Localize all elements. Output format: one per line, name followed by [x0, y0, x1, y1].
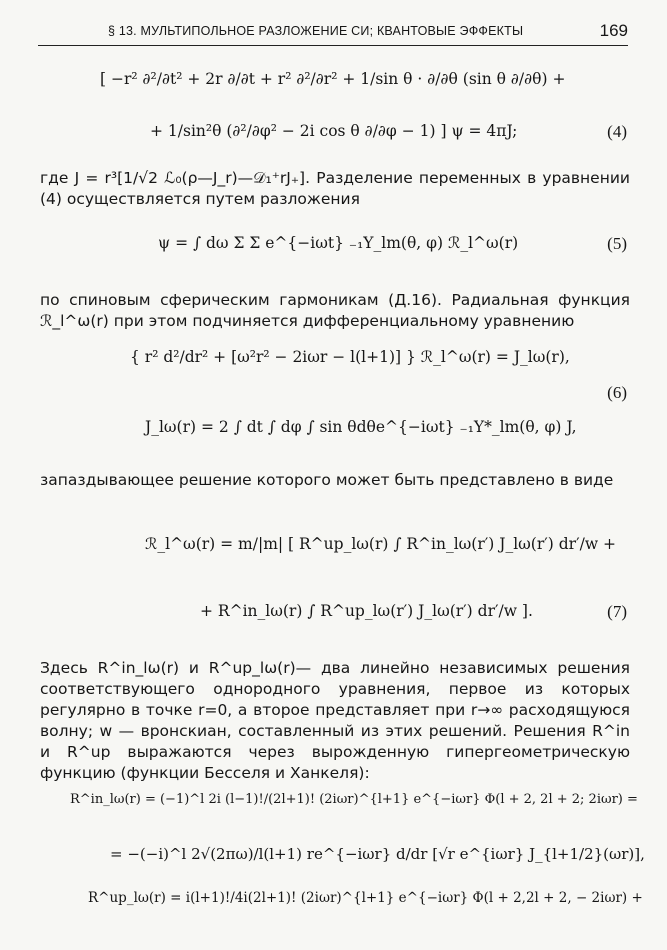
equation-5: ψ = ∫ dω Σ Σ e^{−iωt} ₋₁Y_lm(θ, φ) ℛ_l^ω(r) — [158, 234, 519, 252]
equation-4-line-2: + 1/sin²θ (∂²/∂φ² − 2i cos θ ∂/∂φ − 1) ] ψ = 4πJ; — [150, 122, 518, 140]
page-number: 169 — [599, 21, 628, 40]
equation-6-line-1: { r² d²/dr² + [ω²r² − 2iωr − l(l+1)] } ℛ_l^ω(r) = J_lω(r), — [130, 348, 570, 366]
paragraph-here-solutions: Здесь R^in_lω(r) и R^up_lω(r)— два линейно независимых решения соответствующего однородного уравнения, первое из которых регулярно в точке r=0, а второе представляет при r→∞ расходящуюся волну; w — вронскиан, составленный из этих решений. Решения R^in и R^up выражаются через вырожденную гипергеометрическую функцию (функции Бесселя и Ханкеля): — [40, 659, 630, 782]
paragraph-separation: где J = r³[1/√2 ℒ₀(ρ—J_r)—𝒟₁⁺rJ₊]. Разделение переменных в уравнении (4) осуществляется путем разложения — [40, 169, 630, 208]
equation-rin-line-1: R^in_lω(r) = (−1)^l 2i (l−1)!/(2l+1)! (2iωr)^{l+1} e^{−iωr} Φ(l + 2, 2l + 2; 2iωr) = — [70, 792, 638, 807]
header-rule — [38, 45, 628, 46]
equation-number-4: (4) — [607, 122, 627, 141]
paragraph-retarded-solution: запаздывающее решение которого может быть представлено в виде — [40, 471, 614, 489]
equation-rin-line-2: = −(−i)^l 2√(2πω)/l(l+1) re^{−iωr} d/dr [√r e^{iωr} J_{l+1/2}(ωr)], — [110, 845, 645, 863]
paragraph-radial-function: по спиновым сферическим гармоникам (Д.16). Радиальная функция ℛ_l^ω(r) при этом подчиняется дифференциальному уравнению — [40, 291, 630, 330]
equation-number-7: (7) — [607, 602, 627, 621]
section-title: § 13. МУЛЬТИПОЛЬНОЕ РАЗЛОЖЕНИЕ СИ; КВАНТОВЫЕ ЭФФЕКТЫ — [108, 24, 524, 38]
equation-7-line-1: ℛ_l^ω(r) = m/|m| [ R^up_lω(r) ∫ R^in_lω(r′) J_lω(r′) dr′/w + — [145, 535, 617, 553]
equation-7-line-2: + R^in_lω(r) ∫ R^up_lω(r′) J_lω(r′) dr′/w ]. — [200, 602, 533, 620]
equation-4-line-1: [ −r² ∂²/∂t² + 2r ∂/∂t + r² ∂²/∂r² + 1/sin θ · ∂/∂θ (sin θ ∂/∂θ) + — [100, 70, 566, 88]
equation-6-line-2: J_lω(r) = 2 ∫ dt ∫ dφ ∫ sin θdθe^{−iωt} ₋₁Y*_lm(θ, φ) J, — [145, 418, 577, 436]
equation-number-5: (5) — [607, 234, 627, 253]
equation-rup-line-1: R^up_lω(r) = i(l+1)!/4i(2l+1)! (2iωr)^{l+1} e^{−iωr} Φ(l + 2,2l + 2, − 2iωr) + — [88, 890, 643, 906]
running-header — [108, 21, 628, 46]
equation-number-6: (6) — [607, 383, 627, 402]
